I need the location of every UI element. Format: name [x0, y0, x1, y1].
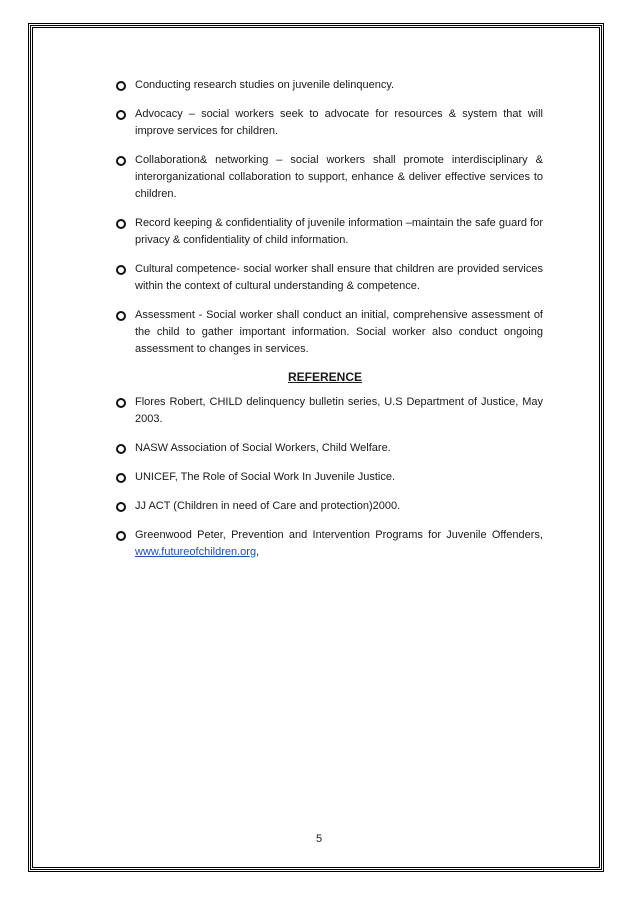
circle-bullet-icon — [116, 473, 126, 483]
list-item — [117, 152, 543, 203]
reference-link[interactable]: www.futureofchildren.org — [135, 546, 257, 558]
circle-bullet-icon — [116, 531, 126, 541]
reference-list — [117, 394, 543, 561]
circle-bullet-icon — [116, 81, 126, 91]
circle-bullet-icon — [116, 156, 126, 166]
list-item-text: Assessment - Social worker shall conduct an initial, comprehensive assessment of the child to gather important information. Social worker also conduct ongoing assessment to changes in services. — [135, 309, 543, 355]
list-item — [117, 307, 543, 358]
reference-text: NASW Association of Social Workers, Child Welfare. — [135, 442, 391, 454]
circle-bullet-icon — [116, 265, 126, 275]
circle-bullet-icon — [116, 444, 126, 454]
reference-item — [117, 527, 543, 561]
circle-bullet-icon — [116, 398, 126, 408]
circle-bullet-icon — [116, 502, 126, 512]
document-content — [117, 77, 543, 573]
reference-text: Flores Robert, CHILD delinquency bulletin series, U.S Department of Justice, May 2003. — [135, 396, 543, 425]
circle-bullet-icon — [116, 311, 126, 321]
list-item — [117, 261, 543, 295]
reference-heading: REFERENCE — [287, 370, 362, 384]
reference-suffix: , — [256, 546, 260, 558]
reference-item — [117, 469, 543, 486]
list-item-text: Record keeping & confidentiality of juvenile information –maintain the safe guard for privacy & confidentiality of child information. — [135, 217, 543, 246]
list-item-text: Cultural competence- social worker shall ensure that children are provided services within the context of cultural understanding & competence. — [135, 263, 543, 292]
reference-item — [117, 440, 543, 457]
reference-item — [117, 394, 543, 428]
list-item-text: Conducting research studies on juvenile delinquency. — [135, 79, 395, 91]
page-number: 5 — [315, 833, 323, 845]
circle-bullet-icon — [116, 219, 126, 229]
list-item — [117, 77, 543, 94]
list-item — [117, 215, 543, 249]
reference-item — [117, 498, 543, 515]
reference-text: Greenwood Peter, Prevention and Intervention Programs for Juvenile Offenders, — [135, 529, 543, 541]
responsibilities-list — [117, 77, 543, 358]
reference-text: UNICEF, The Role of Social Work In Juvenile Justice. — [135, 471, 396, 483]
reference-text: JJ ACT (Children in need of Care and protection)2000. — [135, 500, 401, 512]
list-item — [117, 106, 543, 140]
list-item-text: Advocacy – social workers seek to advocate for resources & system that will improve services for children. — [135, 108, 543, 137]
list-item-text: Collaboration& networking – social workers shall promote interdisciplinary & interorganizational collaboration to support, enhance & deliver effective services to children. — [135, 154, 543, 200]
circle-bullet-icon — [116, 110, 126, 120]
